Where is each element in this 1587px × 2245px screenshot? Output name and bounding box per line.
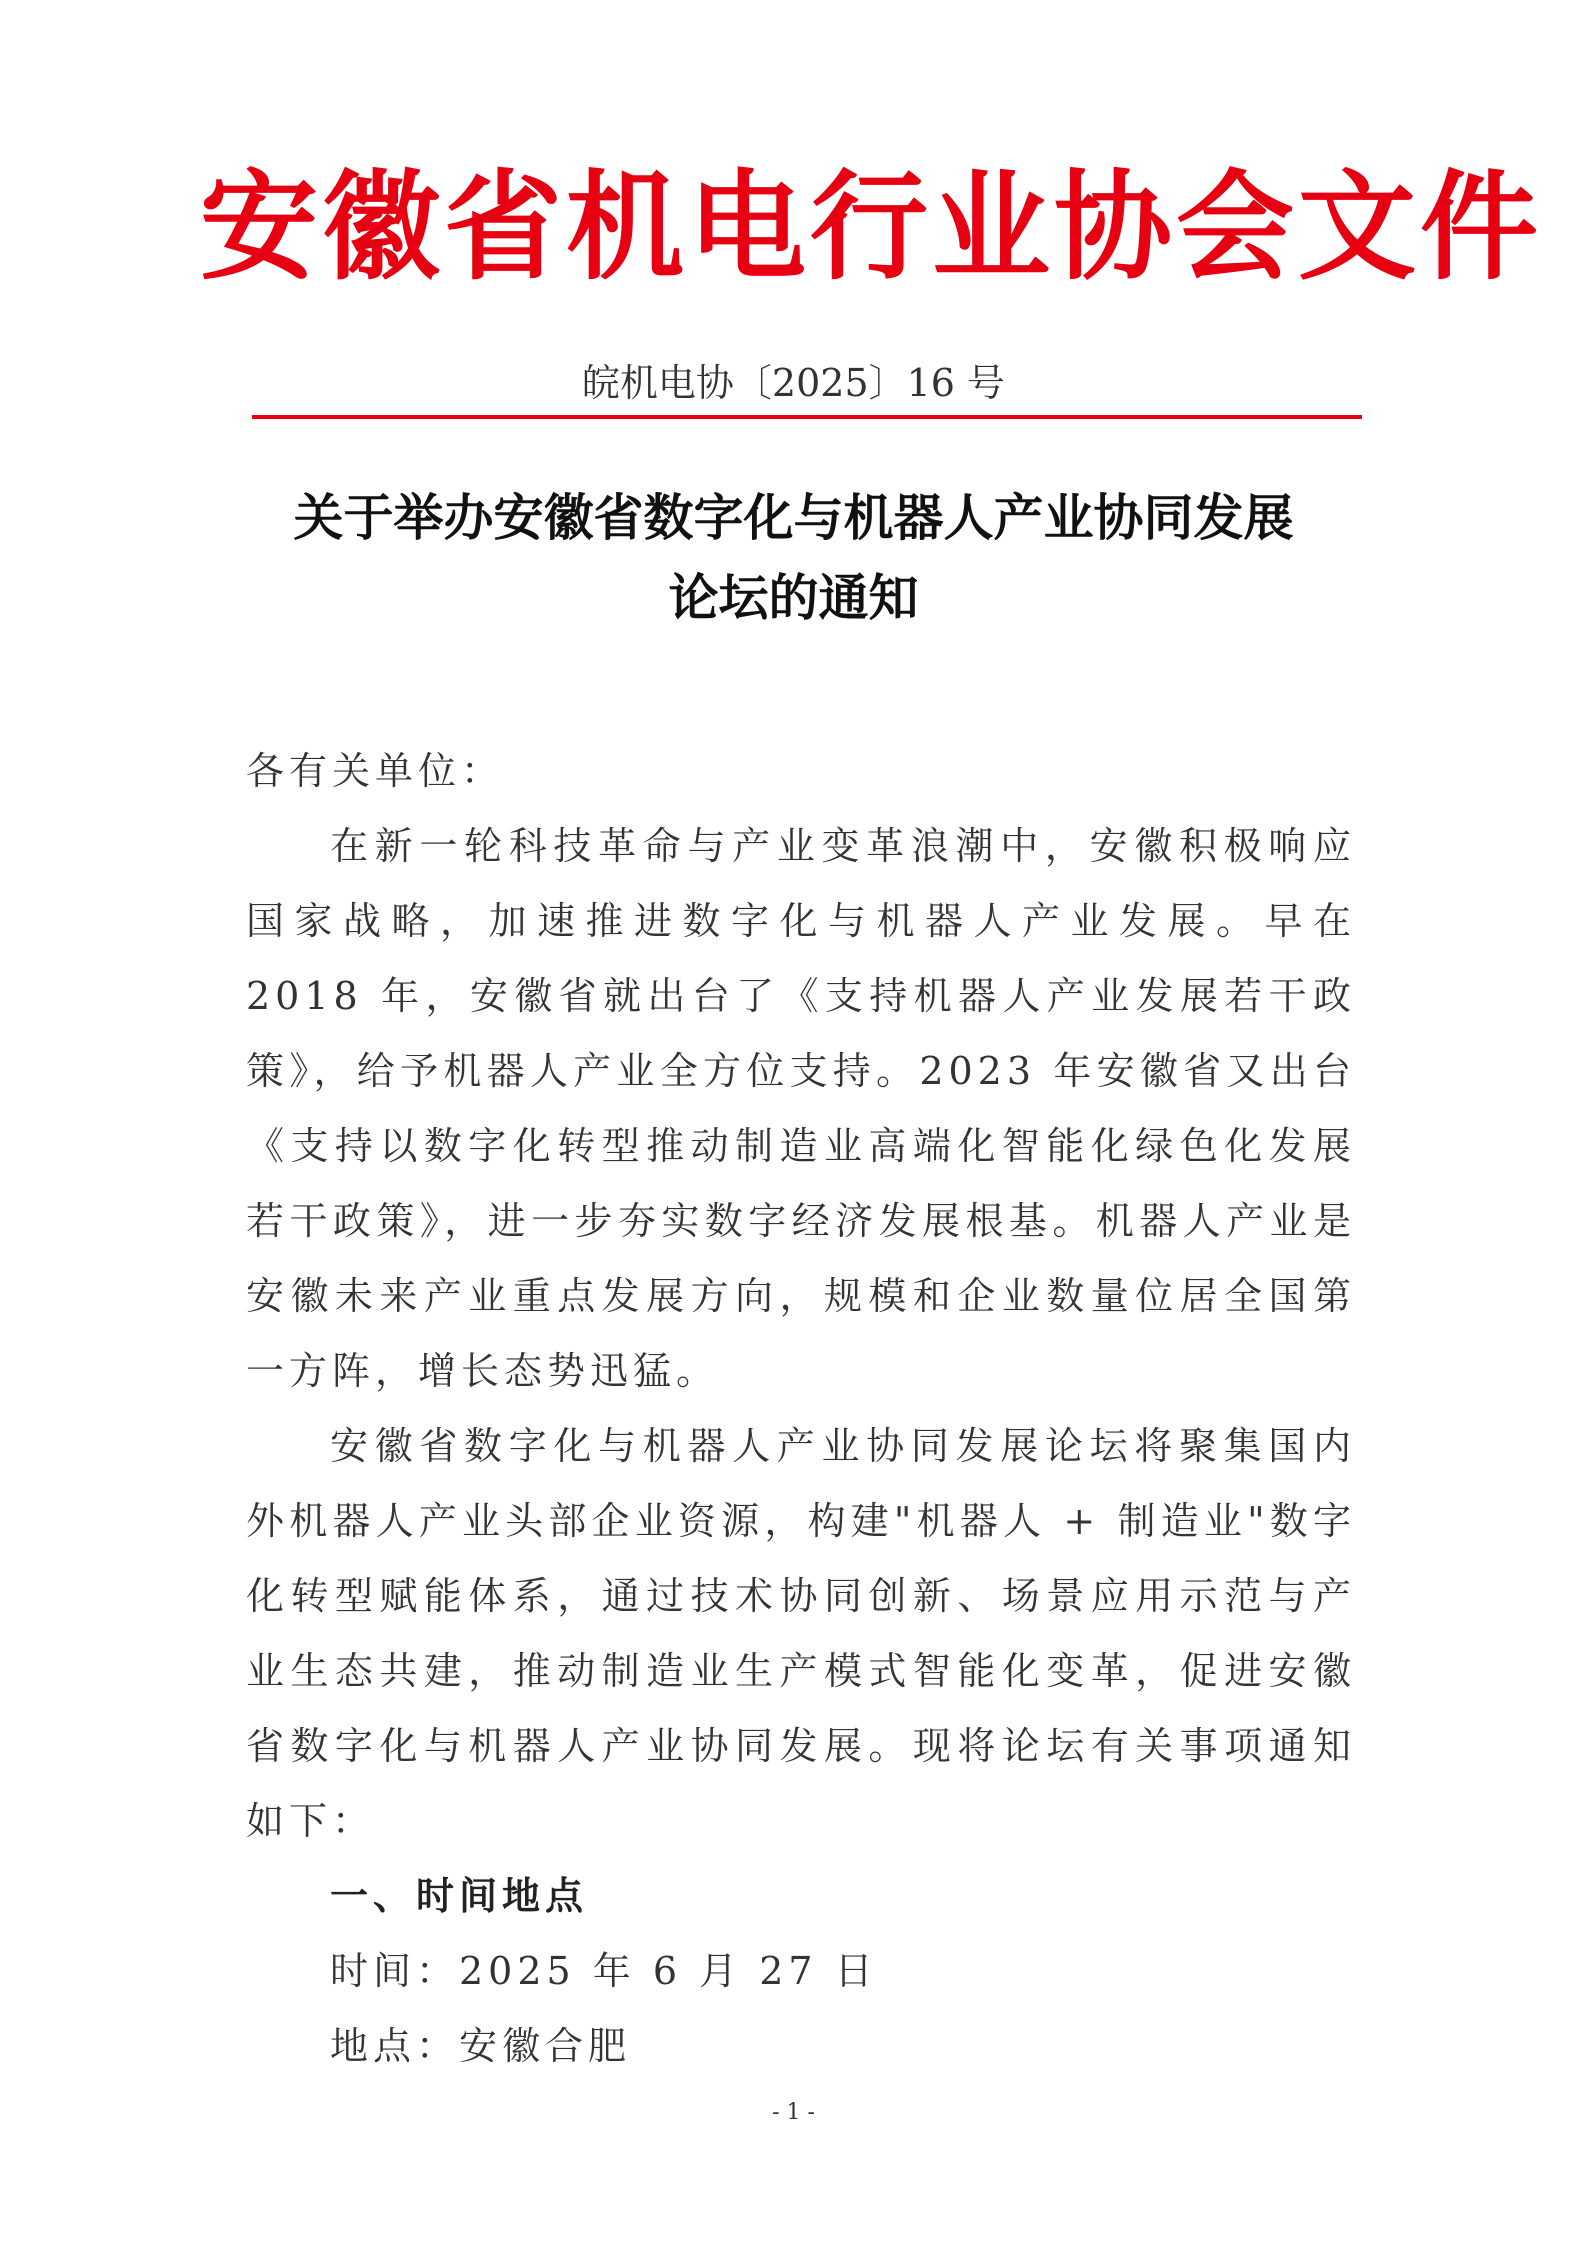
body-paragraph-2: 安徽省数字化与机器人产业协同发展论坛将聚集国内外机器人产业头部企业资源，构建"机器人 + 制造业"数字化转型赋能体系，通过技术协同创新、场景应用示范与产业生态共建，推动制造业生产模式智能化变革，促进安徽省数字化与机器人产业协同发展。现将论坛有关事项通知如下： [246,1424,1356,1843]
salutation: 各有关单位： [246,749,505,793]
notice-title-line-1: 关于举办安徽省数字化与机器人产业协同发展 [293,489,1294,547]
body-paragraph-1: 在新一轮科技革命与产业变革浪潮中，安徽积极响应国家战略，加速推进数字化与机器人产业发展。早在 2018 年，安徽省就出台了《支持机器人产业发展若干政策》，给予机器人产业全方位支持。2023 年安徽省又出台《支持以数字化转型推动制造业高端化智能化绿色化发展若干政策》，进一步夯实数字经济发展根基。机器人产业是安徽未来产业重点发展方向，规模和企业数量位居全国第一方阵，增长态势迅猛。 [246,824,1356,1393]
notice-title-line-2: 论坛的通知 [668,569,919,627]
event-place: 地点：安徽合肥 [330,2024,632,2068]
page-number: - 1 - [772,2100,815,2125]
section-heading-time-place: 一、时间地点 [330,1874,589,1918]
notice-title [200,478,1387,638]
red-divider-line [252,415,1362,419]
issuing-organization-title: 安徽省机电行业协会文件 [200,157,1543,296]
document-number: 皖机电协〔2025〕16 号 [581,361,1006,405]
notice-body [246,734,1356,2084]
event-time: 时间：2025 年 6 月 27 日 [330,1949,878,1993]
